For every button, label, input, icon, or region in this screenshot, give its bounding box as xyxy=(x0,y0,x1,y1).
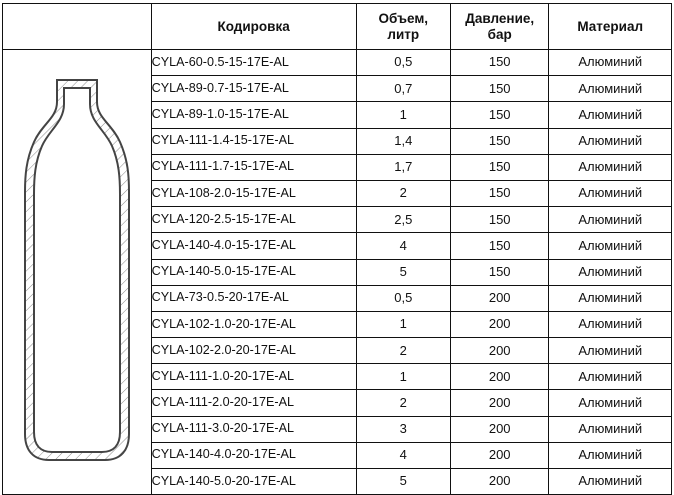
cell-pressure: 150 xyxy=(450,76,548,102)
cell-pressure: 150 xyxy=(450,128,548,154)
cell-code: CYLA-140-5.0-20-17E-AL xyxy=(151,469,356,495)
cell-material: Алюминий xyxy=(549,416,672,442)
cell-volume: 2,5 xyxy=(356,207,450,233)
cell-volume: 2 xyxy=(356,180,450,206)
cell-pressure: 150 xyxy=(450,259,548,285)
cell-volume: 4 xyxy=(356,233,450,259)
cell-pressure: 200 xyxy=(450,442,548,468)
cell-volume: 0,5 xyxy=(356,50,450,76)
cell-pressure: 150 xyxy=(450,102,548,128)
cell-pressure: 150 xyxy=(450,180,548,206)
cell-material: Алюминий xyxy=(549,50,672,76)
cell-material: Алюминий xyxy=(549,154,672,180)
cell-pressure: 200 xyxy=(450,416,548,442)
cell-pressure: 150 xyxy=(450,233,548,259)
cell-volume: 0,7 xyxy=(356,76,450,102)
cell-pressure: 200 xyxy=(450,311,548,337)
cell-pressure: 200 xyxy=(450,338,548,364)
cell-code: CYLA-111-1.7-15-17E-AL xyxy=(151,154,356,180)
cell-material: Алюминий xyxy=(549,128,672,154)
cell-pressure: 200 xyxy=(450,285,548,311)
cell-material: Алюминий xyxy=(549,364,672,390)
cell-code: CYLA-102-2.0-20-17E-AL xyxy=(151,338,356,364)
cylinder-image-cell xyxy=(3,50,152,495)
header-image xyxy=(3,4,152,50)
header-row xyxy=(3,4,672,50)
cell-code: CYLA-102-1.0-20-17E-AL xyxy=(151,311,356,337)
cell-volume: 1 xyxy=(356,364,450,390)
cell-volume: 2 xyxy=(356,338,450,364)
cell-code: CYLA-60-0.5-15-17E-AL xyxy=(151,50,356,76)
cell-pressure: 150 xyxy=(450,154,548,180)
cell-volume: 1 xyxy=(356,102,450,128)
header-material: Материал xyxy=(549,4,672,50)
cell-material: Алюминий xyxy=(549,285,672,311)
header-code: Кодировка xyxy=(151,4,356,50)
cell-volume: 0,5 xyxy=(356,285,450,311)
cell-material: Алюминий xyxy=(549,311,672,337)
header-pressure xyxy=(450,4,548,50)
cell-code: CYLA-140-5.0-15-17E-AL xyxy=(151,259,356,285)
cell-code: CYLA-89-1.0-15-17E-AL xyxy=(151,102,356,128)
document-page xyxy=(0,3,674,489)
cell-volume: 1 xyxy=(356,311,450,337)
cell-pressure: 150 xyxy=(450,50,548,76)
cell-material: Алюминий xyxy=(549,338,672,364)
cell-material: Алюминий xyxy=(549,76,672,102)
cell-pressure: 200 xyxy=(450,364,548,390)
cell-code: CYLA-73-0.5-20-17E-AL xyxy=(151,285,356,311)
cell-volume: 1,4 xyxy=(356,128,450,154)
header-volume-line2: литр xyxy=(387,26,420,42)
cell-code: CYLA-89-0.7-15-17E-AL xyxy=(151,76,356,102)
cell-material: Алюминий xyxy=(549,469,672,495)
table-row xyxy=(3,50,672,76)
cell-code: CYLA-111-1.4-15-17E-AL xyxy=(151,128,356,154)
header-volume-line1: Объем, xyxy=(378,10,429,26)
cell-pressure: 200 xyxy=(450,469,548,495)
cell-code: CYLA-140-4.0-15-17E-AL xyxy=(151,233,356,259)
table-body xyxy=(3,50,672,495)
cell-pressure: 150 xyxy=(450,207,548,233)
cell-material: Алюминий xyxy=(549,102,672,128)
cylinder-spec-table xyxy=(2,3,672,495)
cell-material: Алюминий xyxy=(549,259,672,285)
cell-material: Алюминий xyxy=(549,180,672,206)
gas-cylinder-cross-section-icon xyxy=(17,72,137,472)
cell-volume: 3 xyxy=(356,416,450,442)
cell-material: Алюминий xyxy=(549,233,672,259)
cell-code: CYLA-140-4.0-20-17E-AL xyxy=(151,442,356,468)
cell-code: CYLA-108-2.0-15-17E-AL xyxy=(151,180,356,206)
header-volume xyxy=(356,4,450,50)
cell-volume: 1,7 xyxy=(356,154,450,180)
cell-volume: 4 xyxy=(356,442,450,468)
cell-volume: 2 xyxy=(356,390,450,416)
cell-code: CYLA-111-3.0-20-17E-AL xyxy=(151,416,356,442)
cell-material: Алюминий xyxy=(549,207,672,233)
cell-volume: 5 xyxy=(356,469,450,495)
cylinder-image-wrap xyxy=(3,50,151,494)
table-header xyxy=(3,4,672,50)
cell-pressure: 200 xyxy=(450,390,548,416)
cell-code: CYLA-120-2.5-15-17E-AL xyxy=(151,207,356,233)
cell-material: Алюминий xyxy=(549,390,672,416)
header-pressure-line1: Давление, xyxy=(465,10,535,26)
cell-code: CYLA-111-1.0-20-17E-AL xyxy=(151,364,356,390)
cell-code: CYLA-111-2.0-20-17E-AL xyxy=(151,390,356,416)
cell-material: Алюминий xyxy=(549,442,672,468)
header-pressure-line2: бар xyxy=(487,26,512,42)
cell-volume: 5 xyxy=(356,259,450,285)
